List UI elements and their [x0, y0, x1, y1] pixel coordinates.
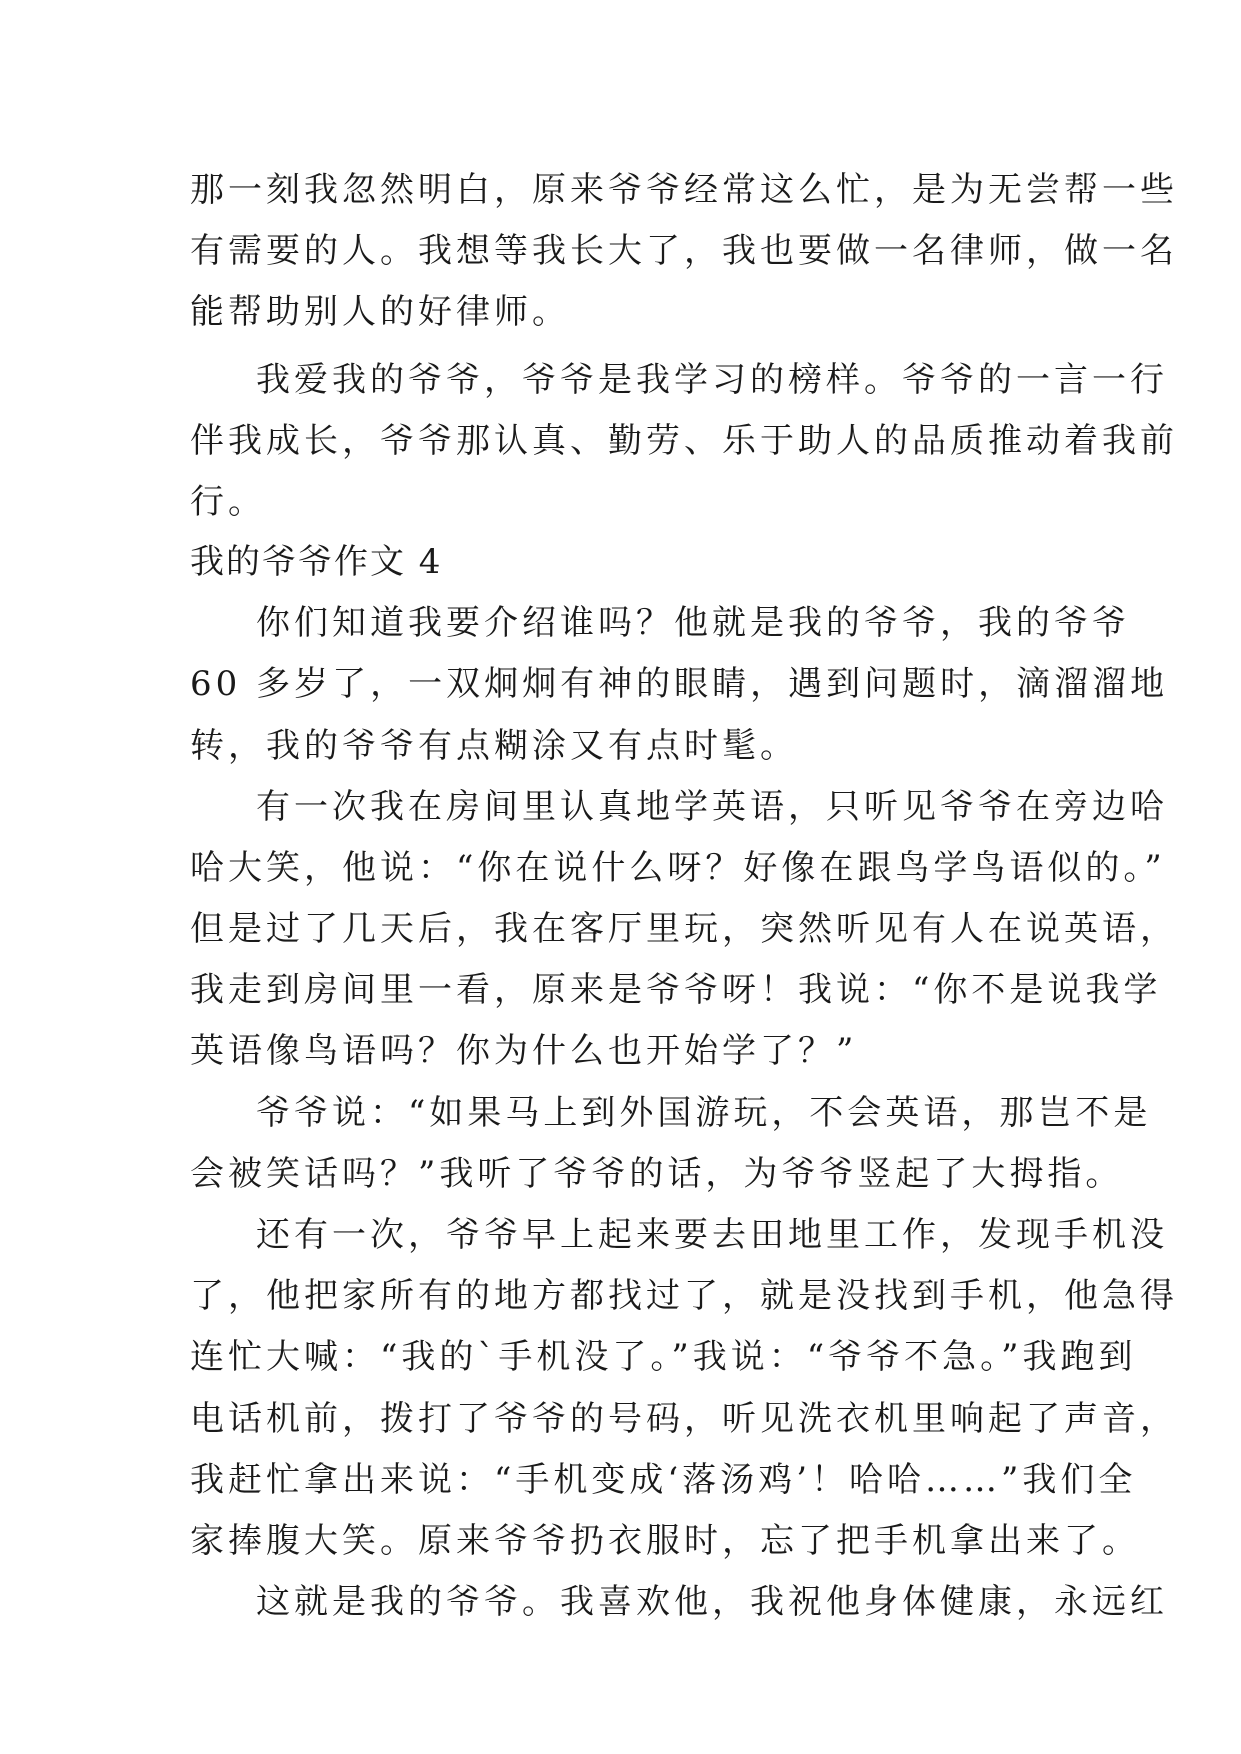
paragraph [190, 160, 1178, 344]
paragraph [190, 593, 1169, 777]
text-line: 英语像鸟语吗？你为什么也开始学了？” [190, 1031, 858, 1072]
text-line: 我赶忙拿出来说：“手机变成‘落汤鸡’！哈哈……”我们全 [190, 1459, 1137, 1500]
text-line: 60 多岁了，一双炯炯有神的眼睛，遇到问题时，滴溜溜地 [190, 664, 1169, 705]
paragraph [190, 1083, 1152, 1205]
paragraph [190, 777, 1178, 1083]
text-line: 连忙大喊：“我的`手机没了。”我说：“爷爷不急。”我跑到 [190, 1337, 1137, 1378]
text-line: 家捧腹大笑。原来爷爷扔衣服时，忘了把手机拿出来了。 [190, 1520, 1140, 1561]
section-heading: 我的爷爷作文 4 [190, 542, 443, 583]
text-line: 你们知道我要介绍谁吗？他就是我的爷爷，我的爷爷 [256, 603, 1130, 644]
text-line: 行。 [190, 481, 266, 522]
text-line: 有一次我在房间里认真地学英语，只听见爷爷在旁边哈 [256, 786, 1168, 827]
paragraph [190, 1205, 1178, 1572]
text-line: 伴我成长，爷爷那认真、勤劳、乐于助人的品质推动着我前 [190, 420, 1178, 461]
text-line: 有需要的人。我想等我长大了，我也要做一名律师，做一名 [190, 231, 1178, 272]
text-line: 电话机前，拨打了爷爷的号码，听见洗衣机里响起了声音， [190, 1398, 1178, 1439]
text-line: 但是过了几天后，我在客厅里玩，突然听见有人在说英语， [190, 909, 1178, 950]
paragraph [190, 1572, 1168, 1633]
text-line: 还有一次，爷爷早上起来要去田地里工作，发现手机没 [256, 1215, 1168, 1255]
text-line: 了，他把家所有的地方都找过了，就是没找到手机，他急得 [190, 1276, 1178, 1317]
text-line: 爷爷说：“如果马上到外国游玩，不会英语，那岂不是 [256, 1092, 1152, 1133]
text-line: 会被笑话吗？”我听了爷爷的话，为爷爷竖起了大拇指。 [190, 1153, 1124, 1194]
text-line: 转，我的爷爷有点糊涂又有点时髦。 [190, 725, 798, 766]
text-line: 能帮助别人的好律师。 [190, 292, 570, 333]
document-body [190, 160, 1178, 1633]
text-line: 那一刻我忽然明白，原来爷爷经常这么忙，是为无尝帮一些 [190, 170, 1178, 210]
text-line: 我走到房间里一看，原来是爷爷呀！我说：“你不是说我学 [190, 970, 1162, 1011]
text-line: 我爱我的爷爷，爷爷是我学习的榜样。爷爷的一言一行 [256, 359, 1168, 400]
paragraph [190, 350, 1178, 534]
text-line: 这就是我的爷爷。我喜欢他，我祝他身体健康，永远红 [256, 1582, 1168, 1623]
text-line: 哈大笑，他说：“你在说什么呀？好像在跟鸟学鸟语似的。” [190, 847, 1166, 888]
